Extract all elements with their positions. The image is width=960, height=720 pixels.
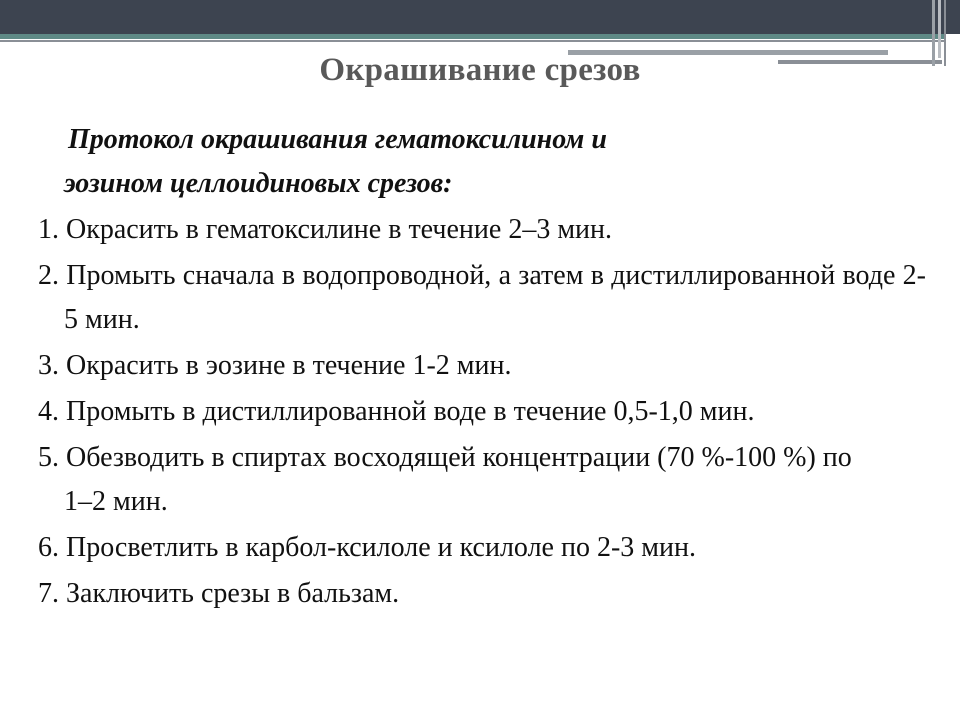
step-number: 7.: [38, 578, 59, 609]
step-text: Просветлить в карбол-ксилоле и ксилоле по 2-3 мин.: [66, 532, 696, 563]
steps-list: [38, 208, 926, 616]
step-number: 5.: [38, 442, 59, 473]
step-text: Окрасить в гематоксилине в течение 2–3 мин.: [66, 214, 612, 245]
deco-vertical-2: [938, 0, 941, 58]
step-number: 6.: [38, 532, 59, 563]
step-number: 3.: [38, 350, 59, 381]
step-number: 1.: [38, 214, 59, 245]
step-item: [38, 572, 926, 616]
step-item: [38, 436, 926, 524]
step-number: 2.: [38, 260, 59, 291]
slide-title: Окрашивание срезов: [319, 52, 641, 88]
step-text: Промыть сначала в водопроводной, а затем в дистиллированной воде 2-5 мин.: [64, 260, 926, 335]
step-number: 4.: [38, 396, 59, 427]
step-item: [38, 344, 926, 388]
step-item: [38, 254, 926, 342]
thin-gray-line: [0, 40, 946, 42]
subtitle-line-1: Протокол окрашивания гематоксилином и: [68, 124, 607, 155]
step-item: [38, 390, 926, 434]
teal-stripe: [0, 34, 946, 39]
step-item: [38, 208, 926, 252]
step-text: Промыть в дистиллированной воде в течение 0,5-1,0 мин.: [66, 396, 755, 427]
slide-body: [38, 118, 926, 616]
step-text: Заключить срезы в бальзам.: [66, 578, 400, 609]
step-text: Окрасить в эозине в течение 1-2 мин.: [66, 350, 512, 381]
protocol-subtitle: [38, 118, 926, 206]
subtitle-line-2: эозином целлоидиновых срезов:: [64, 168, 453, 199]
step-item: [38, 526, 926, 570]
step-text: Обезводить в спиртах восходящей концентрации (70 %-100 %) по 1–2 мин.: [64, 442, 852, 517]
